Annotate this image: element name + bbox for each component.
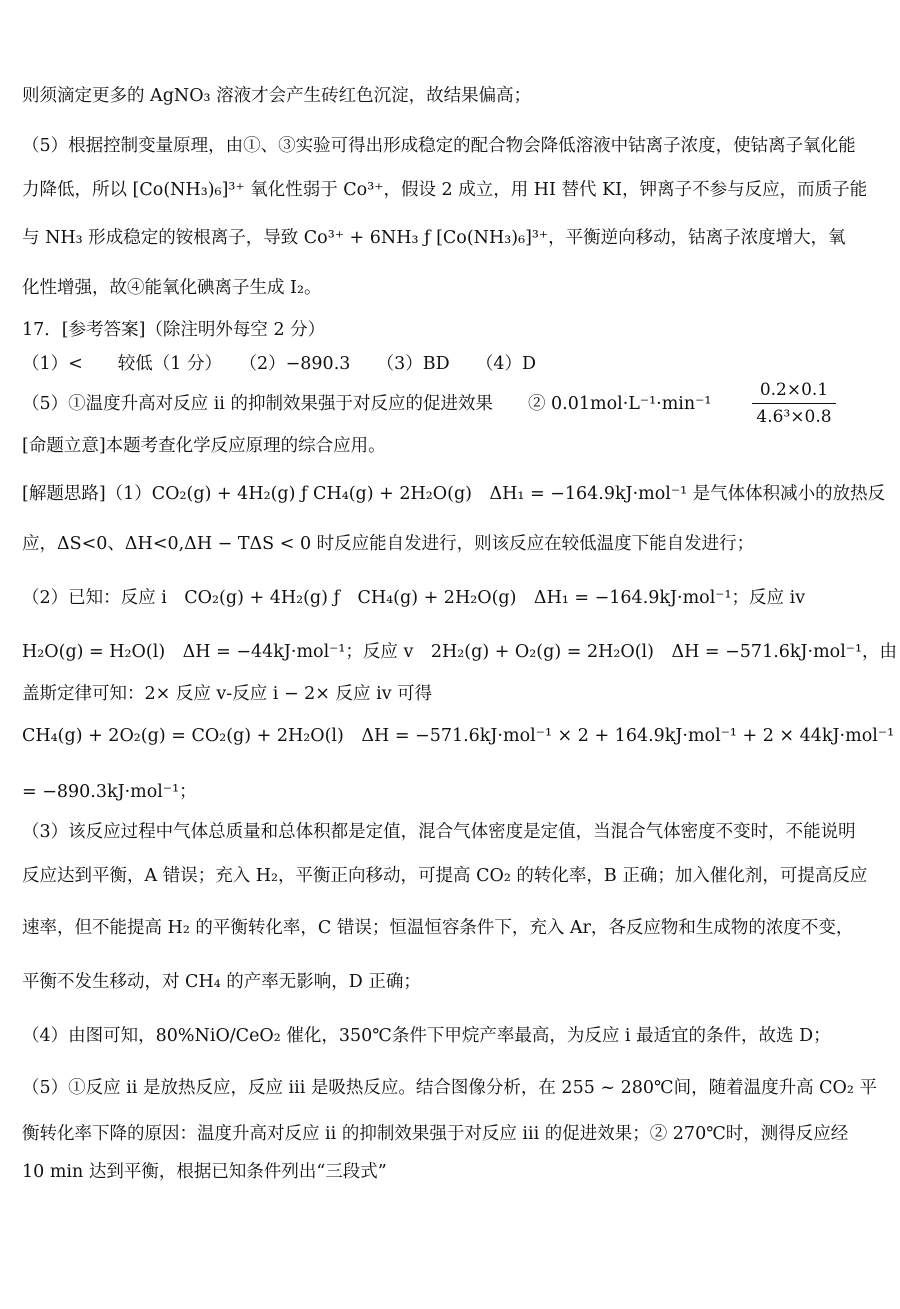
solution-line-1: [解题思路]（1）CO₂(g) + 4H₂(g) ƒ CH₄(g) + 2H₂O(g) ΔH₁ = −164.9kJ·mol⁻¹ 是气体体积减小的放热反	[22, 484, 886, 504]
answer-line-1: （1）< 较低（1 分） （2）−890.3 （3）BD （4）D	[22, 354, 537, 374]
text-line-5: 化性增强，故④能氧化碘离子生成 I₂。	[22, 278, 322, 298]
solution-line-14: 衡转化率下降的原因：温度升高对反应 ii 的抑制效果强于对反应 iii 的促进效果；② 270℃时，测得反应经	[22, 1124, 849, 1144]
fraction-bar	[752, 403, 836, 404]
text-line-1: 则须滴定更多的 AgNO₃ 溶液才会产生砖红色沉淀，故结果偏高；	[22, 86, 532, 106]
solution-line-4: H₂O(g) = H₂O(l) ΔH = −44kJ·mol⁻¹；反应 v 2H₂(g) + O₂(g) = 2H₂O(l) ΔH = −571.6kJ·mol⁻¹，由	[22, 642, 898, 662]
text-line-2: （5）根据控制变量原理，由①、③实验可得出形成稳定的配合物会降低溶液中钴离子浓度，使钴离子氧化能	[22, 136, 856, 156]
answer-line-2: （5）①温度升高对反应 ii 的抑制效果强于对反应的促进效果 ② 0.01mol·L⁻¹·min⁻¹	[22, 394, 712, 414]
fraction-expression	[752, 378, 836, 429]
solution-line-12: （4）由图可知，80%NiO/CeO₂ 催化，350℃条件下甲烷产率最高，为反应 i 最适宜的条件，故选 D；	[22, 1026, 831, 1046]
solution-line-11: 平衡不发生移动，对 CH₄ 的产率无影响，D 正确；	[22, 972, 421, 992]
text-line-4: 与 NH₃ 形成稳定的铵根离子，导致 Co³⁺ + 6NH₃ ƒ [Co(NH₃)₆]³⁺，平衡逆向移动，钴离子浓度增大，氧	[22, 228, 846, 248]
intent-line: [命题立意]本题考查化学反应原理的综合应用。	[22, 436, 386, 456]
fraction-denominator: 4.6³×0.8	[756, 407, 832, 427]
solution-line-6: CH₄(g) + 2O₂(g) = CO₂(g) + 2H₂O(l) ΔH = −571.6kJ·mol⁻¹ × 2 + 164.9kJ·mol⁻¹ + 2 × 44kJ·mol⁻¹	[22, 726, 895, 746]
solution-line-2: 应，ΔS<0、ΔH<0,ΔH − TΔS < 0 时反应能自发进行，则该反应在较低温度下能自发进行；	[22, 534, 755, 554]
solution-line-3: （2）已知：反应 i CO₂(g) + 4H₂(g) ƒ CH₄(g) + 2H₂O(g) ΔH₁ = −164.9kJ·mol⁻¹；反应 iv	[22, 588, 806, 608]
text-line-3: 力降低，所以 [Co(NH₃)₆]³⁺ 氧化性弱于 Co³⁺，假设 2 成立，用 HI 替代 KI，钾离子不参与反应，而质子能	[22, 180, 868, 200]
solution-line-8: （3）该反应过程中气体总质量和总体积都是定值，混合气体密度是定值，当混合气体密度不变时，不能说明	[22, 822, 856, 842]
solution-line-15: 10 min 达到平衡，根据已知条件列出“三段式”	[22, 1162, 387, 1182]
fraction-numerator: 0.2×0.1	[759, 380, 829, 400]
solution-line-13: （5）①反应 ii 是放热反应，反应 iii 是吸热反应。结合图像分析，在 255 ~ 280℃间，随着温度升高 CO₂ 平	[22, 1078, 877, 1098]
answer-heading: 17．[参考答案]（除注明外每空 2 分）	[22, 320, 326, 340]
solution-line-10: 速率，但不能提高 H₂ 的平衡转化率，C 错误；恒温恒容条件下，充入 Ar，各反应物和生成物的浓度不变，	[22, 918, 854, 938]
solution-line-5: 盖斯定律可知：2× 反应 v-反应 i − 2× 反应 iv 可得	[22, 684, 433, 704]
solution-line-7: = −890.3kJ·mol⁻¹；	[22, 782, 197, 802]
solution-line-9: 反应达到平衡，A 错误；充入 H₂，平衡正向移动，可提高 CO₂ 的转化率，B 正确；加入催化剂，可提高反应	[22, 866, 868, 886]
